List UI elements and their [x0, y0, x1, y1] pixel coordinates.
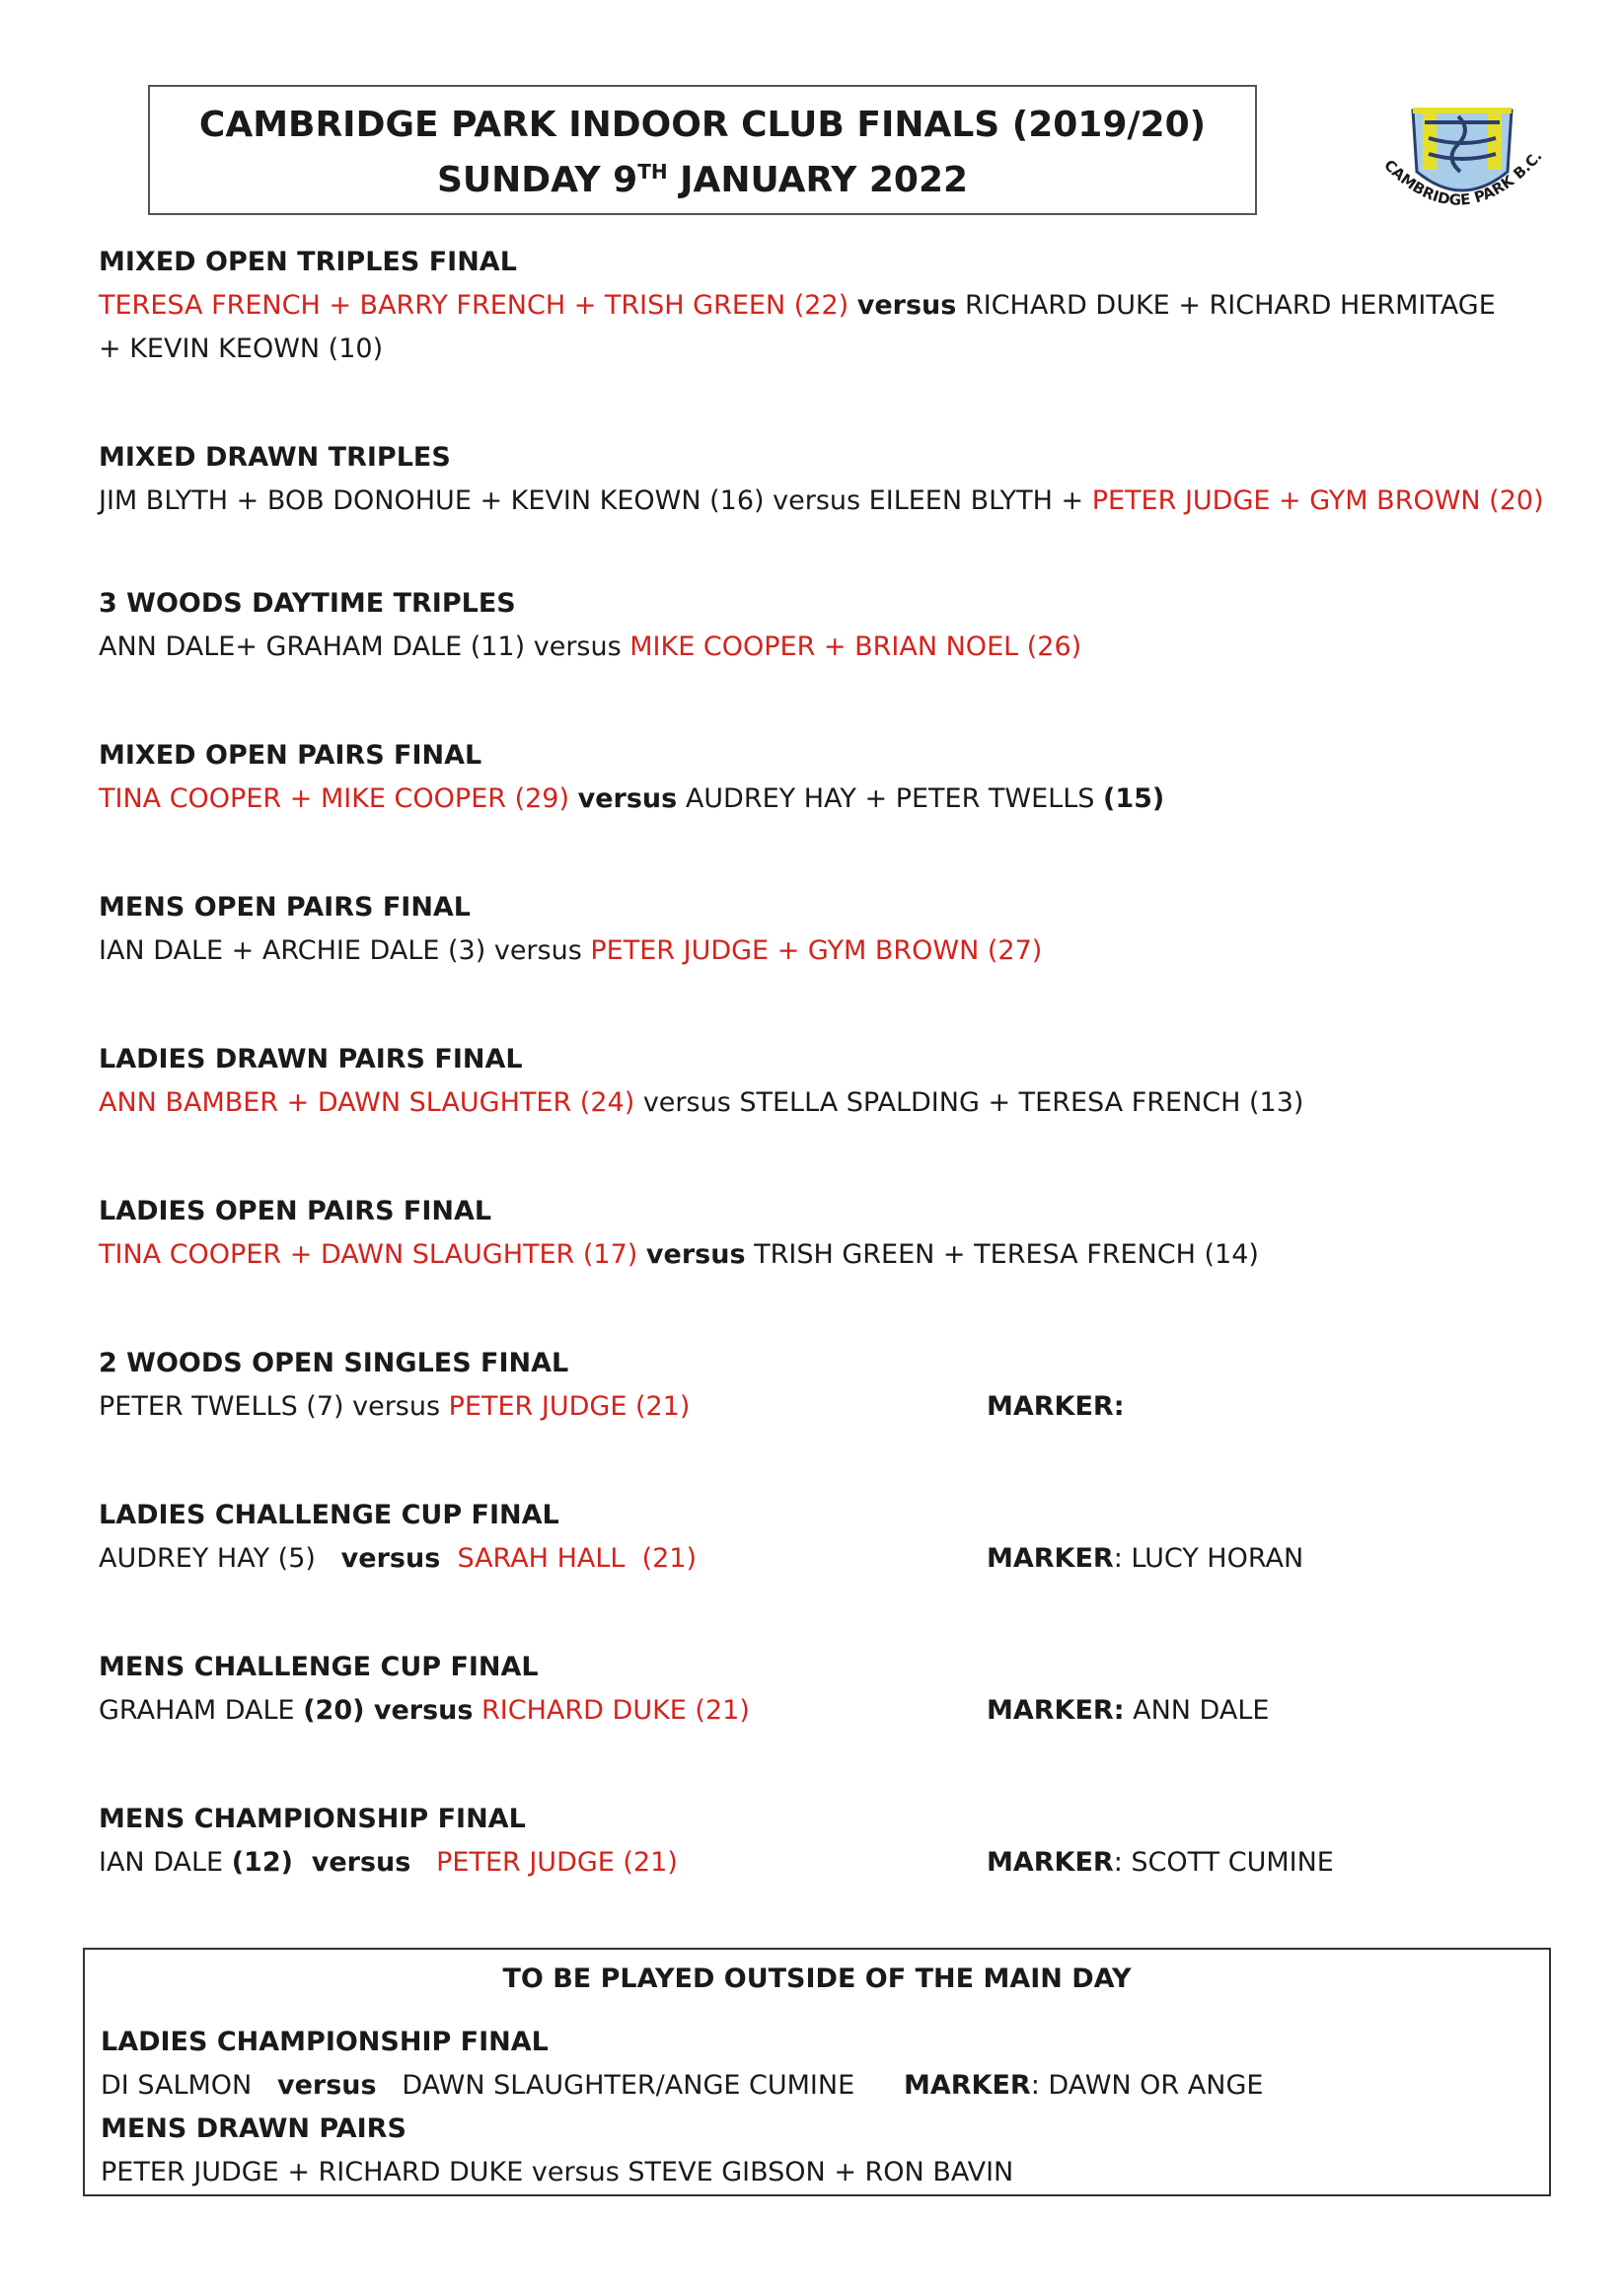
opponent-player: IAN DALE	[99, 1847, 224, 1878]
winner-team: PETER JUDGE + GYM BROWN (20)	[1091, 485, 1544, 516]
marker-label: MARKER:	[987, 1695, 1125, 1726]
match-result	[99, 1081, 1303, 1125]
match-result	[99, 778, 1164, 821]
match-result	[101, 2064, 1531, 2108]
opponent-player: GRAHAM DALE	[99, 1695, 295, 1726]
match-result	[99, 1689, 1559, 1733]
opponent-team: versus STELLA SPALDING + TERESA FRENCH (13)	[642, 1087, 1304, 1118]
opponent-team: RICHARD DUKE + RICHARD HERMITAGE + KEVIN KEOWN (10)	[99, 290, 1496, 364]
marker-value: ANN DALE	[1124, 1695, 1270, 1726]
section-mens-challenge-cup	[99, 1646, 1559, 1733]
section-heading: LADIES OPEN PAIRS FINAL	[99, 1196, 492, 1226]
marker-value: : LUCY HORAN	[1113, 1543, 1304, 1574]
marker-label: MARKER	[904, 2070, 1031, 2101]
winner-player: RICHARD DUKE (21)	[481, 1695, 750, 1726]
section-heading: 3 WOODS DAYTIME TRIPLES	[99, 588, 516, 619]
section-mens-championship	[99, 1798, 1559, 1885]
marker-value: : SCOTT CUMINE	[1113, 1847, 1334, 1878]
versus-label: versus	[856, 290, 957, 321]
section-heading: 2 WOODS OPEN SINGLES FINAL	[99, 1348, 569, 1378]
section-ladies-drawn-pairs	[99, 1038, 1303, 1125]
versus-label: versus	[340, 1543, 441, 1574]
versus-label: versus	[577, 783, 678, 814]
opponent-score: (15)	[1103, 783, 1165, 814]
player-two: DAWN SLAUGHTER/ANGE CUMINE	[402, 2070, 855, 2101]
opponent-player: PETER TWELLS (7) versus	[99, 1391, 441, 1422]
section-mixed-open-triples	[99, 241, 1500, 371]
section-heading: LADIES CHAMPIONSHIP FINAL	[101, 2027, 549, 2057]
match-result	[99, 1841, 1559, 1885]
winner-player: PETER JUDGE (21)	[448, 1391, 691, 1422]
event-date	[150, 160, 1255, 200]
marker-label: MARKER:	[987, 1391, 1125, 1422]
marker-label: MARKER	[987, 1543, 1114, 1574]
section-ladies-challenge-cup	[99, 1494, 1559, 1581]
opponent-score: (20) versus	[303, 1695, 474, 1726]
winner-team: MIKE COOPER + BRIAN NOEL (26)	[629, 631, 1082, 662]
section-mixed-drawn-triples	[99, 436, 1544, 523]
section-heading: MENS CHAMPIONSHIP FINAL	[99, 1804, 526, 1834]
match-result	[99, 1385, 1559, 1429]
section-ladies-open-pairs	[99, 1190, 1259, 1277]
date-post: JANUARY 2022	[667, 160, 969, 200]
winner-team: PETER JUDGE + GYM BROWN (27)	[590, 935, 1043, 966]
title-box	[148, 85, 1257, 215]
section-heading: MIXED DRAWN TRIPLES	[99, 442, 451, 473]
match-result	[99, 626, 1081, 669]
winner-team: TINA COOPER + DAWN SLAUGHTER (17)	[99, 1239, 638, 1270]
winner-team: TERESA FRENCH + BARRY FRENCH + TRISH GREEN (22)	[99, 290, 849, 321]
section-heading: LADIES DRAWN PAIRS FINAL	[99, 1044, 523, 1074]
page-title: CAMBRIDGE PARK INDOOR CLUB FINALS (2019/20)	[198, 105, 1207, 145]
match-result	[99, 1233, 1259, 1277]
date-ordinal: TH	[637, 160, 668, 184]
winner-player: SARAH HALL (21)	[457, 1543, 698, 1574]
marker-info	[987, 1841, 1334, 1885]
winner-team: ANN BAMBER + DAWN SLAUGHTER (24)	[99, 1087, 635, 1118]
marker-info	[904, 2064, 1263, 2108]
outside-title: TO BE PLAYED OUTSIDE OF THE MAIN DAY	[502, 1963, 1132, 1994]
outside-main-day-box	[83, 1948, 1551, 2196]
section-heading: MENS CHALLENGE CUP FINAL	[99, 1652, 539, 1682]
marker-label: MARKER	[987, 1847, 1114, 1878]
section-heading: LADIES CHALLENGE CUP FINAL	[99, 1500, 559, 1530]
match-result: PETER JUDGE + RICHARD DUKE versus STEVE GIBSON + RON BAVIN	[101, 2157, 1014, 2187]
section-two-woods-singles	[99, 1342, 1559, 1429]
marker-value: : DAWN OR ANGE	[1030, 2070, 1264, 2101]
opponent-team: TRISH GREEN + TERESA FRENCH (14)	[754, 1239, 1259, 1270]
section-heading: MENS DRAWN PAIRS	[101, 2113, 406, 2144]
opponent-score: (12) versus	[231, 1847, 411, 1878]
marker-info	[987, 1385, 1125, 1429]
versus-label: versus	[276, 2070, 377, 2101]
club-logo	[1373, 103, 1551, 241]
marker-info	[987, 1689, 1269, 1733]
opponent-player: AUDREY HAY (5)	[99, 1543, 316, 1574]
section-heading: MIXED OPEN PAIRS FINAL	[99, 740, 482, 771]
opponent-team: AUDREY HAY + PETER TWELLS	[685, 783, 1095, 814]
player-one: DI SALMON	[101, 2070, 253, 2101]
marker-info	[987, 1537, 1303, 1581]
versus-label: versus	[645, 1239, 746, 1270]
opponent-team: JIM BLYTH + BOB DONOHUE + KEVIN KEOWN (16) versus EILEEN BLYTH +	[99, 485, 1084, 516]
match-result	[99, 1537, 1559, 1581]
winner-team: TINA COOPER + MIKE COOPER (29)	[99, 783, 570, 814]
opponent-team: IAN DALE + ARCHIE DALE (3) versus	[99, 935, 582, 966]
logo-text: CAMBRIDGE PARK B.C.	[1380, 147, 1546, 209]
section-heading: MENS OPEN PAIRS FINAL	[99, 892, 472, 923]
match-result	[99, 929, 1042, 973]
section-heading: MIXED OPEN TRIPLES FINAL	[99, 247, 517, 277]
match-result	[99, 284, 1500, 371]
date-pre: SUNDAY 9	[436, 160, 638, 200]
opponent-team: ANN DALE+ GRAHAM DALE (11) versus	[99, 631, 622, 662]
section-three-woods-daytime	[99, 582, 1081, 669]
section-mixed-open-pairs	[99, 734, 1164, 821]
outside-content	[101, 2021, 1531, 2194]
match-result	[99, 480, 1544, 523]
section-mens-open-pairs	[99, 886, 1042, 973]
winner-player: PETER JUDGE (21)	[436, 1847, 678, 1878]
